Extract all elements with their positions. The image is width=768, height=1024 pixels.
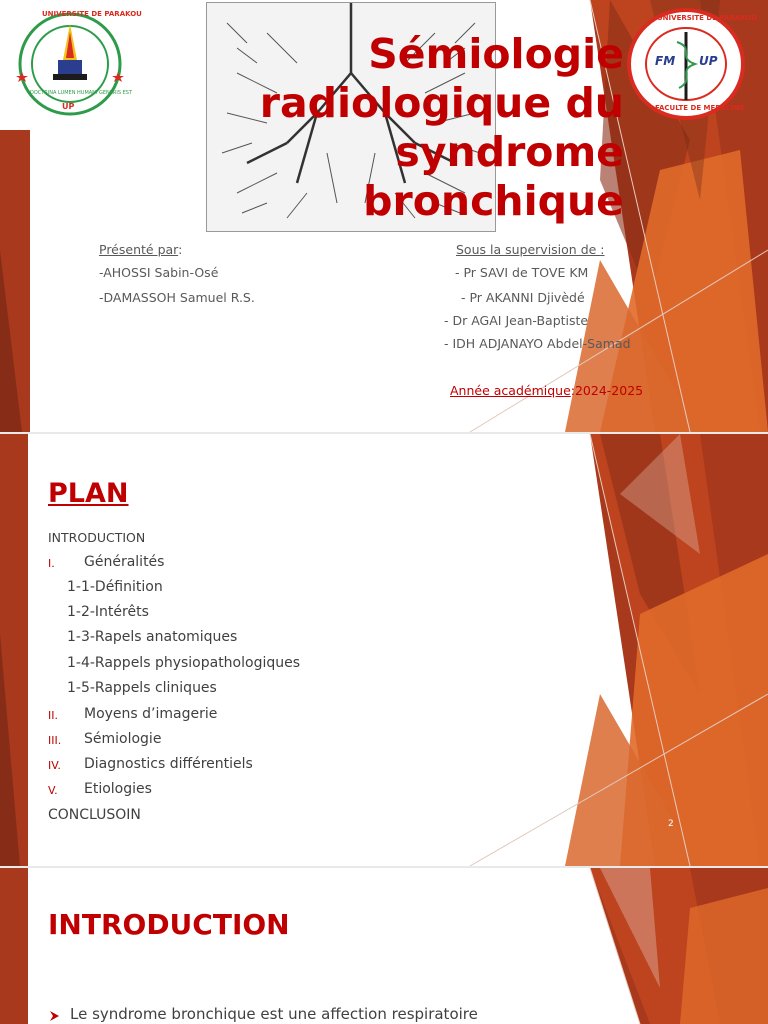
supervisor-4: - IDH ADJANAYO Abdel-Samad [444,336,631,351]
page-number: 2 [668,819,674,829]
plan-item: Etiologies [84,781,152,797]
presenter-1: -AHOSSI Sabin-Osé [99,265,219,280]
plan-item-number: II. [48,709,58,722]
plan-subitem: 1-3-Rapels anatomiques [67,629,238,645]
faculty-logo-right [627,8,757,120]
supervisor-1: - Pr SAVI de TOVE KM [455,265,589,280]
supervisor-2: - Pr AKANNI Djivèdé [461,290,585,305]
plan-slide [0,434,768,866]
plan-heading: PLAN [48,478,129,509]
presented-by-label: Présenté par: [99,242,183,257]
plan-conclusion: CONCLUSOIN [48,807,141,823]
plan-subitem: 1-2-Intérêts [67,604,149,620]
arrow-bullet-icon [48,1008,62,1022]
logo-right-up: UP [699,54,718,68]
logo-left-motto: DOCTRINA LUMEN HUMANI GENERIS EST [30,90,133,96]
presentation-title: Sémiologie radiologique du syndrome bronchique [259,30,624,225]
logo-right-fm: FM [655,54,676,68]
plan-item: Diagnostics différentiels [84,756,253,772]
academic-year: Année académique:2024-2025 [450,383,644,398]
plan-item-number: V. [48,784,58,797]
university-logo-left [8,2,142,126]
plan-subitem: 1-5-Rappels cliniques [67,680,217,696]
supervisor-3: - Dr AGAI Jean-Baptiste [444,313,589,328]
facet-decoration [0,868,768,1024]
plan-item-number: III. [48,734,62,747]
logo-left-top-text: UNIVERSITE DE PARAKOU [42,10,142,18]
title-slide [0,0,768,432]
plan-item: Moyens d’imagerie [84,706,218,722]
introduction-heading: INTRODUCTION [48,908,290,941]
intro-bullet-text: Le syndrome bronchique est une affection respiratoire [70,1005,478,1023]
plan-subitem: 1-1-Définition [67,579,163,595]
plan-item-number: IV. [48,759,61,772]
logo-left-badge: UP [62,102,75,111]
plan-item: Généralités [84,554,165,570]
logo-right-top-text: UNIVERSITE DE PARAKOU [657,14,757,22]
plan-introduction: INTRODUCTION [48,530,146,545]
logo-right-bottom-text: FACULTE DE MEDECINE [655,104,745,112]
introduction-slide [0,868,768,1024]
presenter-2: -DAMASSOH Samuel R.S. [99,290,255,305]
plan-item-number: I. [48,557,55,570]
plan-subitem: 1-4-Rappels physiopathologiques [67,655,301,671]
supervision-label: Sous la supervision de : [456,242,605,257]
plan-item: Sémiologie [84,731,162,747]
